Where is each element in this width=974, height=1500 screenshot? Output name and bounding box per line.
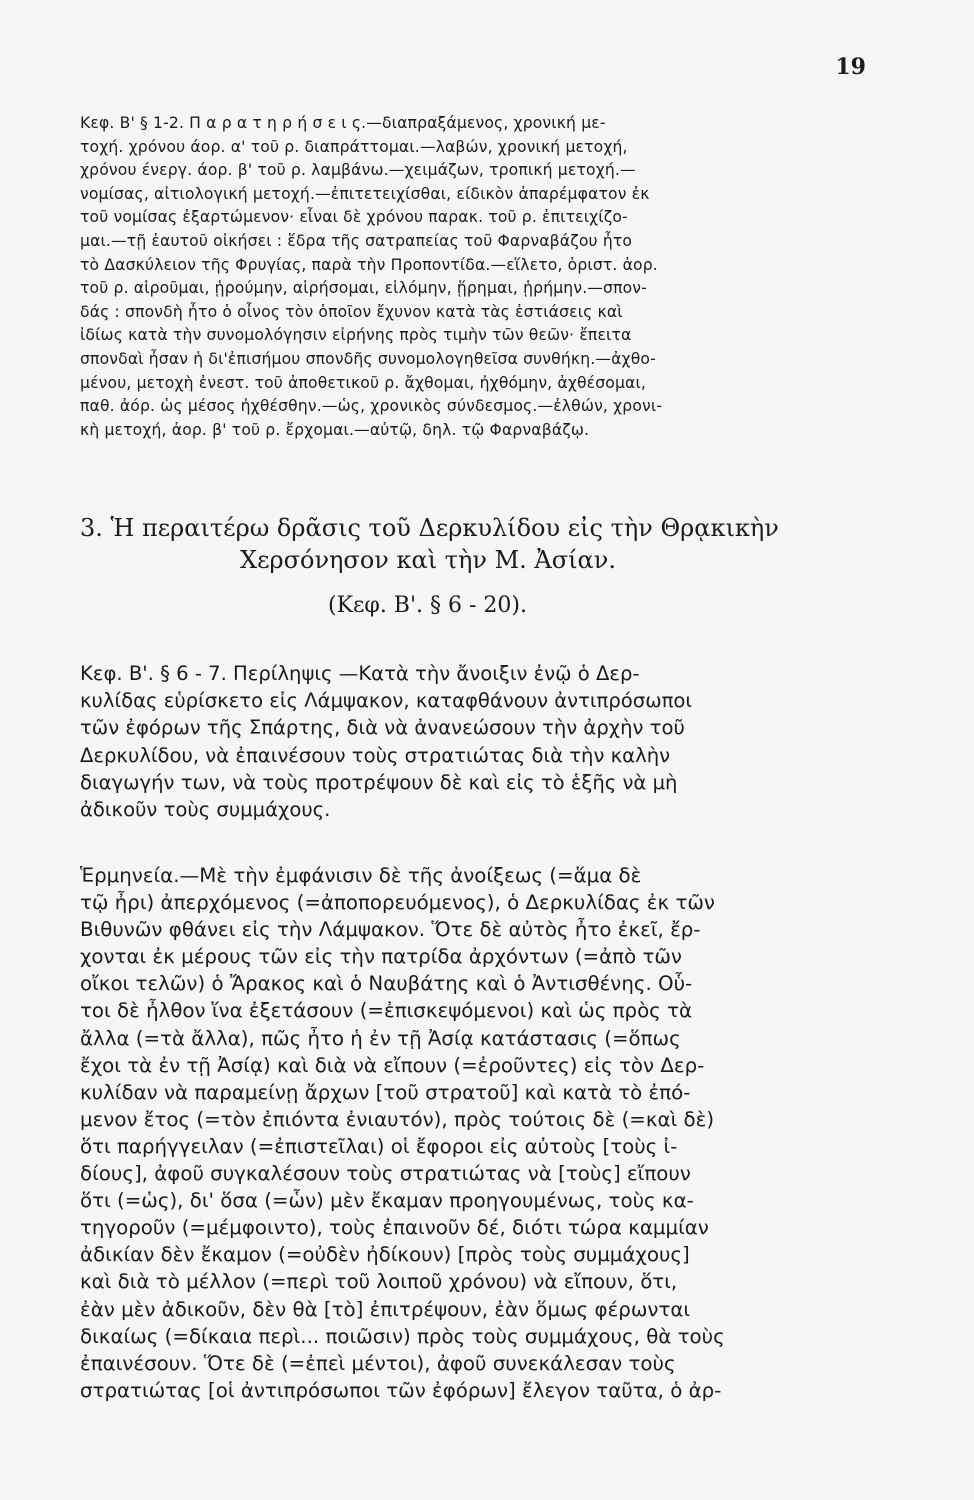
interpretation-line: στρατιώτας [οἱ ἀντιπρόσωποι τῶν ἐφόρων] ἔλεγον ταῦτα, ὁ ἀρ- (80, 1378, 722, 1402)
notes-line: κὴ μετοχή, ἀορ. β' τοῦ ρ. ἔρχομαι.—αὐτῷ, δηλ. τῷ Φαρναβάζῳ. (80, 420, 590, 439)
notes-line: νομίσας, αἰτιολογική μετοχή.—ἐπιτετειχίσθαι, είδικὸν ἀπαρέμφατον ἐκ (80, 184, 650, 203)
summary-line: διαγωγήν των, νὰ τοὺς προτρέψουν δὲ καὶ εἰς τὸ ἑξῆς νὰ μὴ (80, 770, 678, 794)
interpretation-line: τηγοροῦν (=μέμφοιντο), τοὺς ἐπαινοῦν δέ, διότι τώρα καμμίαν (80, 1216, 709, 1240)
summary-line: τῶν ἐφόρων τῆς Σπάρτης, διὰ νὰ ἀνανεώσουν τὴν ἀρχὴν τοῦ (80, 716, 685, 740)
page-number: 19 (835, 54, 866, 80)
interpretation-line: Ἑρμηνεία.—Μὲ τὴν ἐμφάνισιν δὲ τῆς ἀνοίξεως (=ἅμα δὲ (80, 864, 642, 887)
interpretation-line: καὶ διὰ τὸ μέλλον (=περὶ τοῦ λοιποῦ χρόνου) νὰ εἴπουν, ὅτι, (80, 1270, 678, 1294)
summary-line: κυλίδας εὑρίσκετο εἰς Λάμψακον, καταφθάνουν ἀντιπρόσωποι (80, 689, 693, 713)
summary-line: Δερκυλίδου, νὰ ἐπαινέσουν τοὺς στρατιώτας διὰ τὴν καλὴν (80, 743, 671, 767)
section-heading (80, 512, 888, 622)
summary-line: Κεφ. Β'. § 6 - 7. Περίληψις —Κατὰ τὴν ἄνοιξιν ἐνῷ ὁ Δερ- (80, 662, 640, 685)
interpretation-line: ἀδικίαν δὲν ἔκαμον (=οὐδὲν ἠδίκουν) [πρὸς τοὺς συμμάχους] (80, 1243, 690, 1267)
section-title-line: Χερσόνησον καὶ τὴν Μ. Ἀσίαν. (240, 546, 616, 574)
notes-line: τοῦ ρ. αἱροῦμαι, ᾑρούμην, αἱρήσομαι, εἱλόμην, ᾕρημαι, ᾑρήμην.—σπον- (80, 279, 647, 298)
interpretation-line: δίους], ἀφοῦ συγκαλέσουν τοὺς στρατιώτας νὰ [τοὺς] εἴπουν (80, 1162, 691, 1186)
interpretation-line: μενον ἔτος (=τὸν ἐπιόντα ἐνιαυτόν), πρὸς τούτοις δὲ (=καὶ δὲ) (80, 1107, 715, 1131)
notes-line: ἰδίως κατὰ τὴν συνομολόγησιν εἰρήνης πρὸς τιμὴν τῶν θεῶν· ἔπειτα (80, 326, 632, 345)
interpretation-block (80, 862, 888, 1404)
notes-line: τοῦ νομίσας ἐξαρτώμενον· εἶναι δὲ χρόνου παρακ. τοῦ ρ. ἐπιτειχίζο- (80, 208, 628, 227)
section-reference: (Κεφ. Β'. § 6 - 20). (328, 593, 527, 618)
notes-line: Κεφ. Β' § 1-2. Π α ρ α τ η ρ ή σ ε ι ς.—διαπραξάμενος, χρονική με- (80, 114, 606, 132)
notes-line: χρόνου ένεργ. άορ. β' τοῦ ρ. λαμβάνω.—χειμάζων, τροπική μετοχή.— (80, 161, 636, 180)
notes-line: τοχή. χρόνου άορ. α' τοῦ ρ. διαπράττομαι.—λαβών, χρονική μετοχή, (80, 137, 628, 156)
interpretation-line: χονται ἐκ μέρους τῶν εἰς τὴν πατρίδα ἀρχόντων (=ἀπὸ τῶν (80, 945, 682, 969)
notes-line: τὸ Δασκύλειον τῆς Φρυγίας, παρὰ τὴν Προποντίδα.—εἵλετο, ὁριστ. ἀορ. (80, 255, 658, 274)
interpretation-line: τῷ ἦρι) ἀπερχόμενος (=ἀποπορευόμενος), ὁ Δερκυλίδας ἐκ τῶν (80, 891, 715, 915)
interpretation-line: ἄλλα (=τὰ ἄλλα), πῶς ἦτο ἡ ἐν τῇ Ἀσίᾳ κατάστασις (=ὅπως (80, 1026, 681, 1050)
notes-line: παθ. ἀόρ. ὡς μέσος ἠχθέσθην.—ὡς, χρονικὸς σύνδεσμος.—ἐλθών, χρονι- (80, 397, 663, 416)
notes-block (80, 112, 888, 442)
summary-line: ἀδικοῦν τοὺς συμμάχους. (80, 798, 331, 822)
interpretation-line: ἐὰν μὲν ἀδικοῦν, δὲν θὰ [τὸ] ἐπιτρέψουν, ἐὰν ὅμως φέρωνται (80, 1297, 691, 1321)
section-title-line: 3. Ἡ περαιτέρω δρᾶσις τοῦ Δερκυλίδου εἰς τὴν Θρᾳκικὴν (80, 514, 779, 542)
notes-line: δάς : σπονδὴ ἦτο ὁ οἶνος τὸν ὁποῖον ἔχυνον κατὰ τὰς ἑστιάσεις καὶ (80, 302, 623, 321)
interpretation-line: ἔχοι τὰ ἐν τῇ Ἀσίᾳ) καὶ διὰ νὰ εἴπουν (=ἐροῦντες) εἰς τὸν Δερ- (80, 1053, 705, 1077)
interpretation-line: δικαίως (=δίκαια περὶ... ποιῶσιν) πρὸς τοὺς συμμάχους, θὰ τοὺς (80, 1324, 725, 1348)
notes-line: μαι.—τῇ ἑαυτοῦ οἰκήσει : ἕδρα τῆς σατραπείας τοῦ Φαρναβάζου ἦτο (80, 231, 633, 250)
interpretation-line: οἴκοι τελῶν) ὁ Ἄρακος καὶ ὁ Ναυβάτης καὶ ὁ Ἀντισθένης. Οὗ- (80, 972, 693, 996)
interpretation-line: ὅτι παρήγγειλαν (=ἐπιστεῖλαι) οἱ ἔφοροι εἰς αὐτοὺς [τοὺς ἰ- (80, 1134, 678, 1158)
interpretation-line: ἐπαινέσουν. Ὅτε δὲ (=ἐπεὶ μέντοι), ἀφοῦ συνεκάλεσαν τοὺς (80, 1351, 676, 1375)
interpretation-line: ὅτι (=ὡς), δι' ὅσα (=ὧν) μὲν ἔκαμαν προηγουμένως, τοὺς κα- (80, 1189, 694, 1213)
interpretation-line: Βιθυνῶν φθάνει εἰς τὴν Λάμψακον. Ὅτε δὲ αὐτὸς ἦτο ἐκεῖ, ἔρ- (80, 918, 701, 942)
summary-block (80, 660, 888, 823)
interpretation-line: κυλίδαν νὰ παραμείνῃ ἄρχων [τοῦ στρατοῦ] καὶ κατὰ τὸ ἐπό- (80, 1080, 691, 1104)
interpretation-line: τοι δὲ ἦλθον ἵνα ἐξετάσουν (=ἐπισκεψόμενοι) καὶ ὡς πρὸς τὰ (80, 999, 693, 1023)
notes-line: μένου, μετοχὴ ἐνεστ. τοῦ ἀποθετικοῦ ρ. ἄχθομαι, ἠχθόμην, ἀχθέσομαι, (80, 373, 647, 392)
notes-line: σπονδαὶ ἦσαν ἡ δι'ἐπισήμου σπονδῆς συνομολογηθεῖσα συνθήκη.—ἀχθο- (80, 349, 656, 368)
